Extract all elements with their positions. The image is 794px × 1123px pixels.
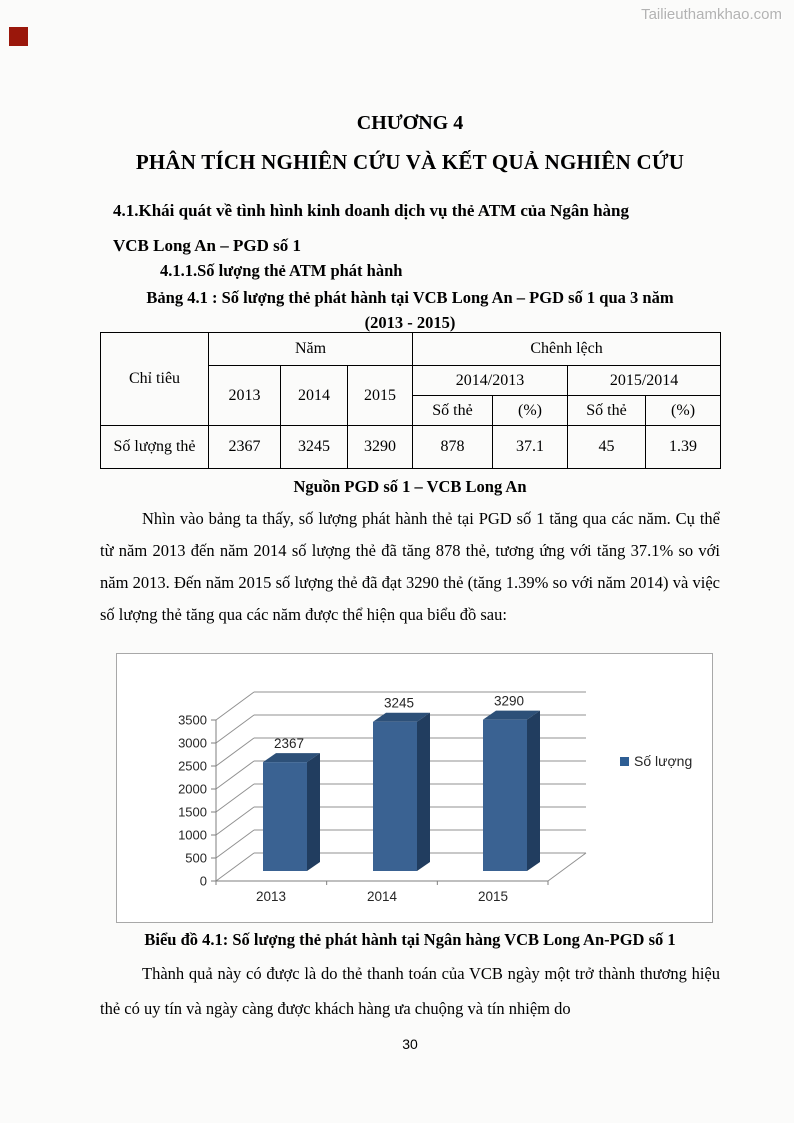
header-diff-2014-2013: 2014/2013 xyxy=(413,366,568,396)
header-year-2015: 2015 xyxy=(348,366,413,426)
cell-2013: 2367 xyxy=(209,426,281,469)
header-diff-group: Chênh lệch xyxy=(413,333,721,366)
y-axis-label: 3500 xyxy=(178,712,207,728)
gridline-slant xyxy=(216,738,254,766)
x-axis-label-2013: 2013 xyxy=(255,889,287,904)
chapter-heading: CHƯƠNG 4 xyxy=(356,112,464,134)
gridline-slant xyxy=(216,853,254,881)
section-4-1-1-heading: 4.1.1.Số lượng thẻ ATM phát hành xyxy=(160,261,403,280)
table-source: Nguồn PGD số 1 – VCB Long An xyxy=(293,477,527,496)
legend-label: Số lượng xyxy=(634,753,693,769)
y-axis-label: 1500 xyxy=(178,804,207,820)
table-caption-line1: Bảng 4.1 : Số lượng thẻ phát hành tại VCB Long An – PGD số 1 qua 3 năm xyxy=(146,288,674,307)
table-row xyxy=(101,426,721,469)
data-label-2014: 3245 xyxy=(383,695,415,711)
bar-2014 xyxy=(373,722,417,871)
row-label: Số lượng thẻ xyxy=(101,426,209,469)
card-quantity-table xyxy=(100,332,721,469)
header-year-2014: 2014 xyxy=(281,366,348,426)
gridline-slant xyxy=(216,807,254,835)
bar-2013 xyxy=(263,762,307,871)
bar-side-2014 xyxy=(417,713,430,871)
floor-right-edge xyxy=(548,853,586,881)
gridline-slant xyxy=(216,692,254,720)
header-subcol-pct1: (%) xyxy=(493,396,568,426)
page-number: 30 xyxy=(402,1036,418,1052)
bar-side-2013 xyxy=(307,753,320,871)
bar-2015 xyxy=(483,720,527,871)
paragraph-result: Thành quả này có được là do thẻ thanh toán của VCB ngày một trở thành thương hiệu thẻ có uy tín và ngày càng được khách hàng ưa chuộng và tín nhiệm do xyxy=(100,964,720,1018)
section-4-1-heading xyxy=(113,193,723,263)
table-caption-line2: (2013 - 2015) xyxy=(364,313,456,332)
gridline-slant xyxy=(216,761,254,789)
legend-swatch xyxy=(620,757,629,766)
data-label-2013: 2367 xyxy=(273,736,305,752)
cell-diff-pct2: 1.39 xyxy=(646,426,721,469)
section-4-1-line1: 4.1.Khái quát về tình hình kinh doanh dịch vụ thẻ ATM của Ngân hàng xyxy=(113,201,629,220)
header-year-group: Năm xyxy=(209,333,413,366)
header-criteria: Chỉ tiêu xyxy=(101,333,209,426)
gridline-slant xyxy=(216,784,254,812)
x-axis-label-2014: 2014 xyxy=(366,889,398,904)
y-axis-label: 3000 xyxy=(178,735,207,751)
cell-diff-pct1: 37.1 xyxy=(493,426,568,469)
y-axis-label: 2000 xyxy=(178,781,207,797)
cell-diff-cards1: 878 xyxy=(413,426,493,469)
paragraph-analysis: Nhìn vào bảng ta thấy, số lượng phát hành thẻ tại PGD số 1 tăng qua các năm. Cụ thể từ năm 2013 đến năm 2014 số lượng thẻ đã tăng 878 thẻ, tương ứng với tăng 37.1% so với năm 2013. Đến năm 2015 số lượng thẻ đã đạt 3290 thẻ (tăng 1.39% so với năm 2014) và việc số lượng thẻ tăng qua các năm được thể hiện qua biểu đồ sau: xyxy=(100,509,720,624)
header-year-2013: 2013 xyxy=(209,366,281,426)
header-diff-2015-2014: 2015/2014 xyxy=(568,366,721,396)
bar-side-2015 xyxy=(527,711,540,871)
gridline-slant xyxy=(216,715,254,743)
bar-chart xyxy=(116,653,713,923)
gridline-slant xyxy=(216,830,254,858)
y-axis-label: 1000 xyxy=(178,827,207,843)
x-axis-label-2015: 2015 xyxy=(477,889,509,904)
cell-2014: 3245 xyxy=(281,426,348,469)
y-axis-label: 2500 xyxy=(178,758,207,774)
red-corner-marker xyxy=(9,27,28,46)
table-row xyxy=(101,333,721,366)
data-label-2015: 3290 xyxy=(493,693,525,709)
cell-diff-cards2: 45 xyxy=(568,426,646,469)
section-4-1-line2: VCB Long An – PGD số 1 xyxy=(113,236,301,255)
cell-2015: 3290 xyxy=(348,426,413,469)
chart-caption: Biểu đồ 4.1: Số lượng thẻ phát hành tại Ngân hàng VCB Long An-PGD số 1 xyxy=(144,930,676,949)
header-subcol-cards2: Số thẻ xyxy=(568,396,646,426)
y-axis-label: 500 xyxy=(185,850,207,866)
header-subcol-pct2: (%) xyxy=(646,396,721,426)
site-watermark: Tailieuthamkhao.com xyxy=(641,6,782,23)
y-axis-label: 0 xyxy=(199,873,207,889)
chapter-title: PHÂN TÍCH NGHIÊN CỨU VÀ KẾT QUẢ NGHIÊN CỨU xyxy=(135,150,685,174)
header-subcol-cards1: Số thẻ xyxy=(413,396,493,426)
bar-chart-canvas xyxy=(117,654,710,920)
